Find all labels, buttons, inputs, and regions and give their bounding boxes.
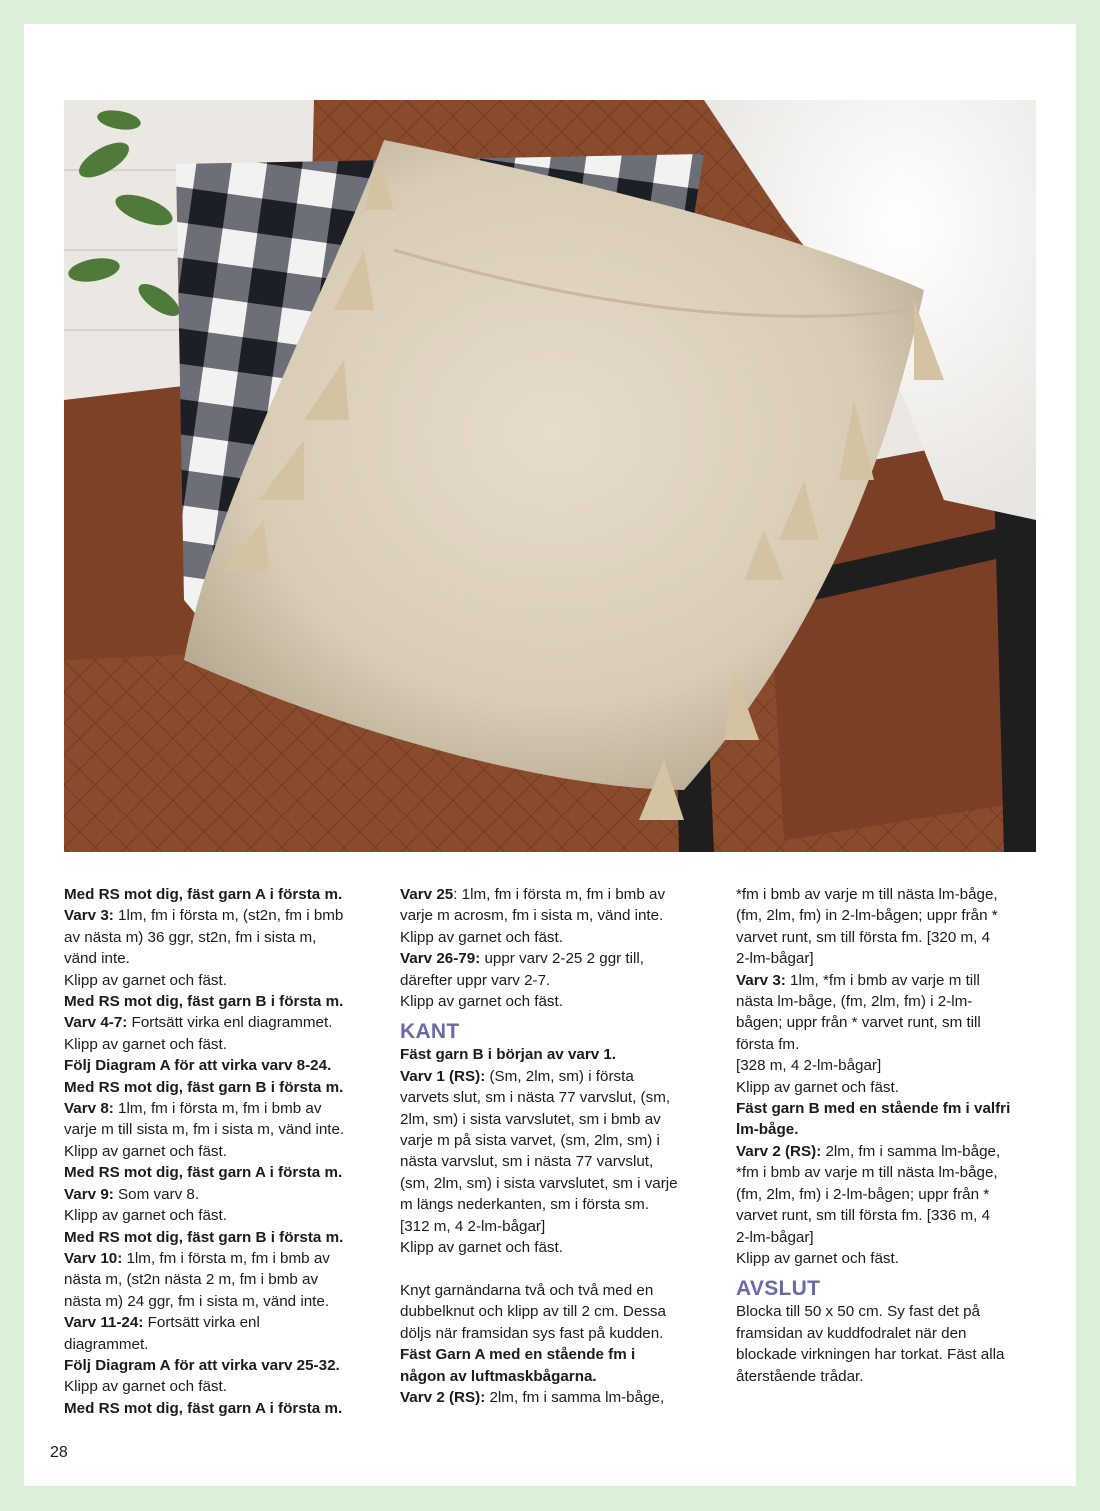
bold-run: Varv 3:: [736, 971, 786, 989]
text-run: (fm, 2lm, fm) i 2-lm-bågen; uppr från *: [736, 1185, 990, 1203]
bold-run: lm-båge.: [736, 1121, 799, 1139]
text-run: [328 m, 4 2-lm-bågar]: [736, 1057, 882, 1075]
text-run: varvets slut, sm i nästa 77 varvslut, (sm,: [400, 1089, 671, 1107]
text-run: 2lm, sm) i sista varvslutet, sm i bmb av: [400, 1110, 661, 1128]
text-line: [400, 1087, 718, 1108]
bold-run: Varv 9:: [64, 1185, 114, 1203]
text-line: [400, 1323, 718, 1344]
text-line: [64, 927, 382, 948]
bold-run: Varv 1 (RS):: [400, 1067, 486, 1085]
text-line: [736, 1301, 1054, 1322]
text-line: [736, 970, 1054, 991]
text-line: [400, 1109, 718, 1130]
text-line: [400, 1194, 718, 1215]
bold-run: Fäst Garn A med en stående fm i: [400, 1346, 636, 1364]
text-line: [64, 905, 382, 926]
text-run: 1lm, fm i första m, fm i bmb av: [113, 1100, 322, 1118]
bold-run: Varv 3:: [64, 907, 114, 925]
bold-run: Med RS mot dig, fäst garn B i första m.: [64, 993, 344, 1011]
text-run: Fortsätt virka enl: [143, 1314, 260, 1332]
text-run: 1lm, fm i första m, (st2n, fm i bmb: [113, 907, 344, 925]
text-line: [736, 1098, 1054, 1119]
text-line: [64, 1141, 382, 1162]
text-run: Klipp av garnet och fäst.: [64, 1035, 227, 1053]
text-run: Knyt garnändarna två och två med en: [400, 1281, 654, 1299]
text-run: 1lm, *fm i bmb av varje m till: [785, 971, 980, 989]
bold-run: Med RS mot dig, fäst garn A i första m.: [64, 1164, 343, 1182]
text-line: [64, 884, 382, 905]
text-line: [64, 1248, 382, 1269]
bold-run: Varv 10:: [64, 1249, 123, 1267]
text-run: Fortsätt virka enl diagrammet.: [127, 1014, 333, 1032]
text-line: [736, 1012, 1054, 1033]
text-line: [64, 1205, 382, 1226]
bold-run: Fäst garn B med en stående fm i valfri: [736, 1100, 1011, 1118]
text-run: varvet runt, sm till första fm. [336 m, 4: [736, 1207, 991, 1225]
text-line: [736, 927, 1054, 948]
text-run: dubbelknut och klipp av till 2 cm. Dessa: [400, 1303, 666, 1321]
text-line: [64, 1162, 382, 1183]
text-run: (Sm, 2lm, sm) i första: [485, 1067, 634, 1085]
bold-run: Varv 26-79:: [400, 950, 481, 968]
text-line: [400, 1216, 718, 1237]
text-line: [400, 1237, 718, 1258]
text-line: [736, 948, 1054, 969]
text-line: [64, 1398, 382, 1419]
text-run: *fm i bmb av varje m till nästa lm-båge,: [736, 1164, 998, 1182]
bold-run: Varv 2 (RS):: [736, 1142, 822, 1160]
text-run: Klipp av garnet och fäst.: [736, 1078, 899, 1096]
text-run: nästa m, (st2n nästa 2 m, fm i bmb av: [64, 1271, 319, 1289]
text-run: Som varv 8.: [113, 1185, 200, 1203]
bold-run: Med RS mot dig, fäst garn B i första m.: [64, 1078, 344, 1096]
text-run: första fm.: [736, 1035, 800, 1053]
text-run: : 1lm, fm i första m, fm i bmb av: [453, 886, 666, 903]
text-line: [400, 1130, 718, 1151]
bold-run: någon av luftmaskbågarna.: [400, 1367, 597, 1385]
text-run: Blocka till 50 x 50 cm. Sy fast det på: [736, 1303, 980, 1321]
text-run: varje m acrosm, fm i sista m, vänd inte.: [400, 907, 664, 925]
text-line: [400, 970, 718, 991]
text-line: [736, 1366, 1054, 1387]
text-run: 2-lm-bågar]: [736, 1228, 814, 1246]
text-line: [400, 1044, 718, 1065]
section-heading: AVSLUT: [736, 1277, 821, 1301]
text-line: [64, 1355, 382, 1376]
text-run: (sm, 2lm, sm) i sista varvslutet, sm i varje: [400, 1174, 678, 1192]
text-run: Klipp av garnet och fäst.: [64, 1142, 227, 1160]
text-column-2: [400, 884, 718, 1408]
text-line: [64, 1012, 382, 1033]
text-line: [736, 1323, 1054, 1344]
section-heading: KANT: [400, 1020, 460, 1044]
text-run: Klipp av garnet och fäst.: [64, 971, 227, 989]
text-line: [64, 1119, 382, 1140]
text-column-1: [64, 884, 382, 1419]
text-line: [400, 1344, 718, 1365]
text-line: [64, 1184, 382, 1205]
text-line: [400, 1366, 718, 1387]
text-line: [64, 970, 382, 991]
bold-run: Varv 2 (RS):: [400, 1388, 486, 1406]
text-run: döljs när framsidan sys fast på kudden.: [400, 1324, 664, 1342]
page-number: 28: [50, 1444, 68, 1461]
text-run: nästa lm-båge, (fm, 2lm, fm) i 2-lm-: [736, 993, 973, 1011]
text-line: [736, 905, 1054, 926]
text-line: [736, 1055, 1054, 1076]
text-run: 2-lm-bågar]: [736, 950, 814, 968]
text-line: [400, 1280, 718, 1301]
text-line: [400, 905, 718, 926]
text-line: [64, 1334, 382, 1355]
text-run: Klipp av garnet och fäst.: [400, 1239, 563, 1257]
text-run: varje m till sista m, fm i sista m, vänd inte.: [64, 1121, 345, 1139]
text-line: [64, 1098, 382, 1119]
text-line: [64, 1291, 382, 1312]
text-line: [736, 1248, 1054, 1269]
text-line: [400, 991, 718, 1012]
text-run: nästa m) 24 ggr, fm i sista m, vänd inte.: [64, 1292, 330, 1310]
text-line: [736, 1184, 1054, 1205]
text-run: 2lm, fm i samma lm-båge,: [485, 1388, 665, 1406]
text-line: [736, 1141, 1054, 1162]
text-line: [400, 1066, 718, 1087]
bold-run: Varv 8:: [64, 1100, 114, 1118]
text-line: [64, 948, 382, 969]
text-run: diagrammet.: [64, 1335, 149, 1353]
text-line: [64, 991, 382, 1012]
text-run: därefter uppr varv 2-7.: [400, 971, 551, 989]
bold-run: Med RS mot dig, fäst garn A i första m.: [64, 1399, 343, 1417]
page: [24, 24, 1076, 1486]
text-line: [736, 1227, 1054, 1248]
bold-run: Varv 25: [400, 886, 454, 903]
text-line: [736, 991, 1054, 1012]
text-run: uppr varv 2-25 2 ggr till,: [480, 950, 644, 968]
text-line: [736, 1034, 1054, 1055]
bold-run: Med RS mot dig, fäst garn A i första m.: [64, 886, 343, 903]
text-run: varje m på sista varvet, (sm, 2lm, sm) i: [400, 1132, 660, 1150]
text-run: Klipp av garnet och fäst.: [400, 993, 563, 1011]
text-column-3: [736, 884, 1054, 1387]
text-line: [400, 1173, 718, 1194]
text-line: [64, 1312, 382, 1333]
text-line: [64, 1055, 382, 1076]
text-line: [736, 1205, 1054, 1226]
text-line: [736, 1077, 1054, 1098]
text-run: Klipp av garnet och fäst.: [64, 1207, 227, 1225]
text-line: [64, 1269, 382, 1290]
text-run: Klipp av garnet och fäst.: [400, 928, 563, 946]
text-line: [64, 1034, 382, 1055]
text-run: [312 m, 4 2-lm-bågar]: [400, 1217, 546, 1235]
text-line: [736, 1344, 1054, 1365]
text-run: vänd inte.: [64, 950, 130, 968]
text-line: [400, 927, 718, 948]
paragraph-gap: [400, 1259, 718, 1280]
text-run: återstående trådar.: [736, 1367, 864, 1385]
text-line: [64, 1227, 382, 1248]
text-line: [736, 1162, 1054, 1183]
text-run: 1lm, fm i första m, fm i bmb av: [122, 1249, 330, 1267]
text-run: blockade virkningen har torkat. Fäst alla: [736, 1346, 1005, 1364]
bold-run: Med RS mot dig, fäst garn B i första m.: [64, 1228, 344, 1246]
text-line: [64, 1077, 382, 1098]
text-line: [400, 948, 718, 969]
bold-run: Varv 11-24:: [64, 1314, 144, 1332]
text-run: 2lm, fm i samma lm-båge,: [821, 1142, 1001, 1160]
text-line: [736, 884, 1054, 905]
text-run: Klipp av garnet och fäst.: [736, 1249, 899, 1267]
bold-run: Varv 4-7:: [64, 1014, 128, 1032]
bold-run: Följ Diagram A för att virka varv 8-24.: [64, 1057, 332, 1075]
text-line: [400, 884, 718, 905]
text-run: (fm, 2lm, fm) in 2-lm-bågen; uppr från *: [736, 907, 998, 925]
bold-run: Fäst garn B i början av varv 1.: [400, 1046, 617, 1064]
text-run: *fm i bmb av varje m till nästa lm-båge,: [736, 886, 998, 903]
text-line: [400, 1151, 718, 1172]
bold-run: Följ Diagram A för att virka varv 25-32.: [64, 1356, 340, 1374]
text-run: av nästa m) 36 ggr, st2n, fm i sista m,: [64, 928, 317, 946]
text-line: [64, 1376, 382, 1397]
photo-illustration: [64, 100, 1036, 852]
text-run: Klipp av garnet och fäst.: [64, 1378, 227, 1396]
text-line: [736, 1119, 1054, 1140]
text-line: [400, 1301, 718, 1322]
text-run: varvet runt, sm till första fm. [320 m, 4: [736, 928, 991, 946]
text-run: bågen; uppr från * varvet runt, sm till: [736, 1014, 981, 1032]
pillow-photo: [64, 100, 1036, 852]
text-run: nästa varvslut, sm i nästa 77 varvslut,: [400, 1153, 654, 1171]
text-line: [400, 1387, 718, 1408]
text-run: m längs nederkanten, sm i första sm.: [400, 1196, 650, 1214]
text-run: framsidan av kuddfodralet när den: [736, 1324, 967, 1342]
